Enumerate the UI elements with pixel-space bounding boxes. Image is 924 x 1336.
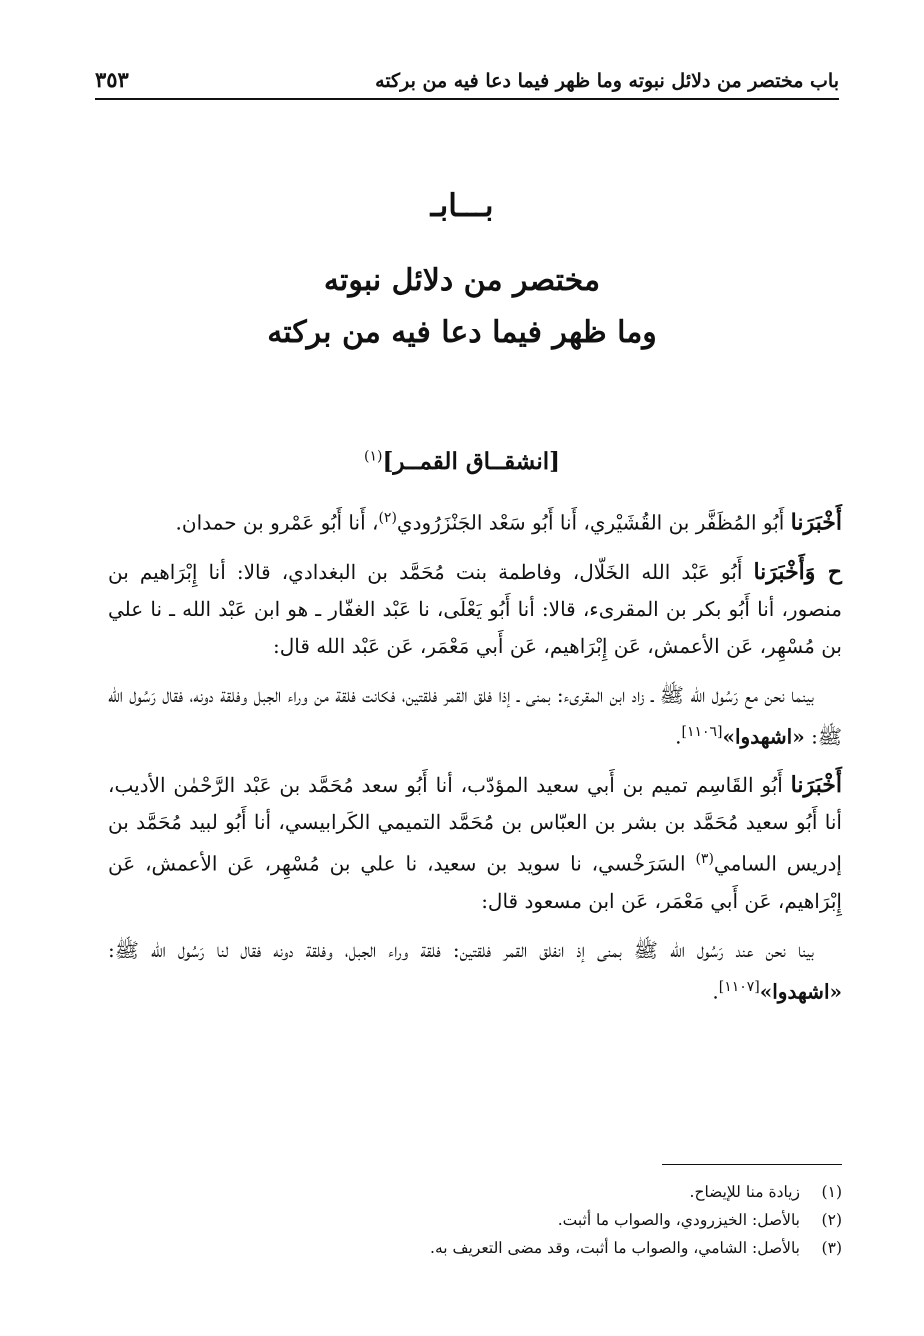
hadith-end-mark: . xyxy=(675,724,682,749)
paragraph-lead-word: أَخْبَرَنا xyxy=(790,772,842,799)
page-number: ٣٥٣ xyxy=(95,67,129,92)
footnote-divider xyxy=(662,1164,842,1165)
footnote-number: (٢) xyxy=(821,1211,842,1229)
section-heading xyxy=(0,448,924,475)
running-header xyxy=(95,62,839,100)
footnote-text: بالأصل: الشامي، والصواب ما أثبت، وقد مضى التعريف به. xyxy=(430,1239,800,1257)
chapter-label: بـــابـ xyxy=(430,188,494,224)
paragraph-lead-word: أَخْبَرَنا xyxy=(790,509,842,536)
main-text xyxy=(108,500,842,1023)
footnote-marker: (٢) xyxy=(378,510,397,526)
hadith-text-1107 xyxy=(108,932,842,1011)
paragraph-text-continued: ، أَنا أَبُو عَمْرو بن حمدان. xyxy=(175,510,379,535)
paragraph-text-continued: السَرَخْسي، نا سويد بن سعيد، نا علي بن مُسْهِر، عَن الأعمش، عَن إِبْرَاهيم، عَن أَبي مَعْمَر، عَن ابن مسعود قال: xyxy=(108,851,842,913)
chapter-title xyxy=(0,255,924,359)
paragraph-text: أَبُو عَبْد الله الخَلّال، وفاطمة بنت مُحَمَّد بن البغدادي، قالا: أنا إِبْرَاهيم بن منصور، أنا أَبُو بكر بن المقرىء، قالا: أنا أَبُو يَعْلَى، نا عَبْد الغفّار ـ هو ابن عَبْد الله ـ نا علي بن مُسْهِر، عَن الأعمش، عَن إِبْرَاهيم، عَن أَبي مَعْمَر، عَن عَبْد الله قال: xyxy=(108,559,842,658)
paragraph-text: أَبُو المُظَفَّر بن القُشَيْري، أَنا أَبُو سَعْد الجَنْزَرُودي xyxy=(396,510,791,535)
footnote-number: (١) xyxy=(821,1183,842,1201)
hadith-number: [١١٠٦] xyxy=(681,723,723,740)
isnad-paragraph-3 xyxy=(108,767,842,920)
chapter-title-line-1: مختصر من دلائل نبوته xyxy=(323,263,601,298)
hadith-number: [١١٠٧] xyxy=(718,978,760,995)
footnote-1 xyxy=(108,1178,842,1206)
running-title: باب مختصر من دلائل نبوته وما ظهر فيما دعا فيه من بركته xyxy=(375,70,839,92)
hadith-end-mark: . xyxy=(712,979,719,1004)
section-heading-text: [انشقــاق القمــر] xyxy=(382,448,560,475)
footnote-3 xyxy=(108,1234,842,1262)
isnad-paragraph-2 xyxy=(108,554,842,665)
footnote-text: بالأصل: الخيزرودي، والصواب ما أثبت. xyxy=(557,1211,800,1229)
hadith-quote: «اشهدوا» xyxy=(722,724,805,749)
hadith-text: بينما نحن مع رَسُول الله ﷺ ـ زاد ابن المقرىء: بمنى ـ إذا فلق القمر فلقتين، فكانت فلقة من وراء الجبل وفلقة دونه، فقال رَسُول الله ﷺ: xyxy=(108,682,842,749)
footnotes xyxy=(108,1178,842,1262)
paragraph-text: أَبُو القَاسِم تميم بن أَبي سعيد المؤدّب، أنا أَبُو سعد مُحَمَّد بن عَبْد الرَّحْمٰن الأديب، أنا أَبُو سعيد مُحَمَّد بن بشر بن العبّاس بن مُحَمَّد التميمي الكَرابيسي، أنا أَبُو لبيد مُحَمَّد بن إدريس السامي xyxy=(108,773,842,876)
footnote-marker: (٣) xyxy=(695,851,714,868)
footnote-2 xyxy=(108,1206,842,1234)
hadith-quote: «اشهدوا» xyxy=(759,979,842,1004)
footnote-number: (٣) xyxy=(821,1239,842,1257)
isnad-paragraph-1 xyxy=(108,500,842,542)
paragraph-lead-word: ح وَأَخْبَرَنا xyxy=(753,558,842,585)
hadith-text-1106 xyxy=(108,677,842,756)
footnote-text: زيادة منا للإيضاح. xyxy=(689,1183,800,1201)
section-heading-footnote-marker: (١) xyxy=(363,448,383,465)
chapter-title-line-2: وما ظهر فيما دعا فيه من بركته xyxy=(267,315,657,350)
hadith-text: بينا نحن عند رَسُول الله ﷺ بمنى إذ انفلق القمر فلقتين: فلقة وراء الجبل، وفلقة دونه فقال لنا رَسُول الله ﷺ: xyxy=(108,937,814,962)
